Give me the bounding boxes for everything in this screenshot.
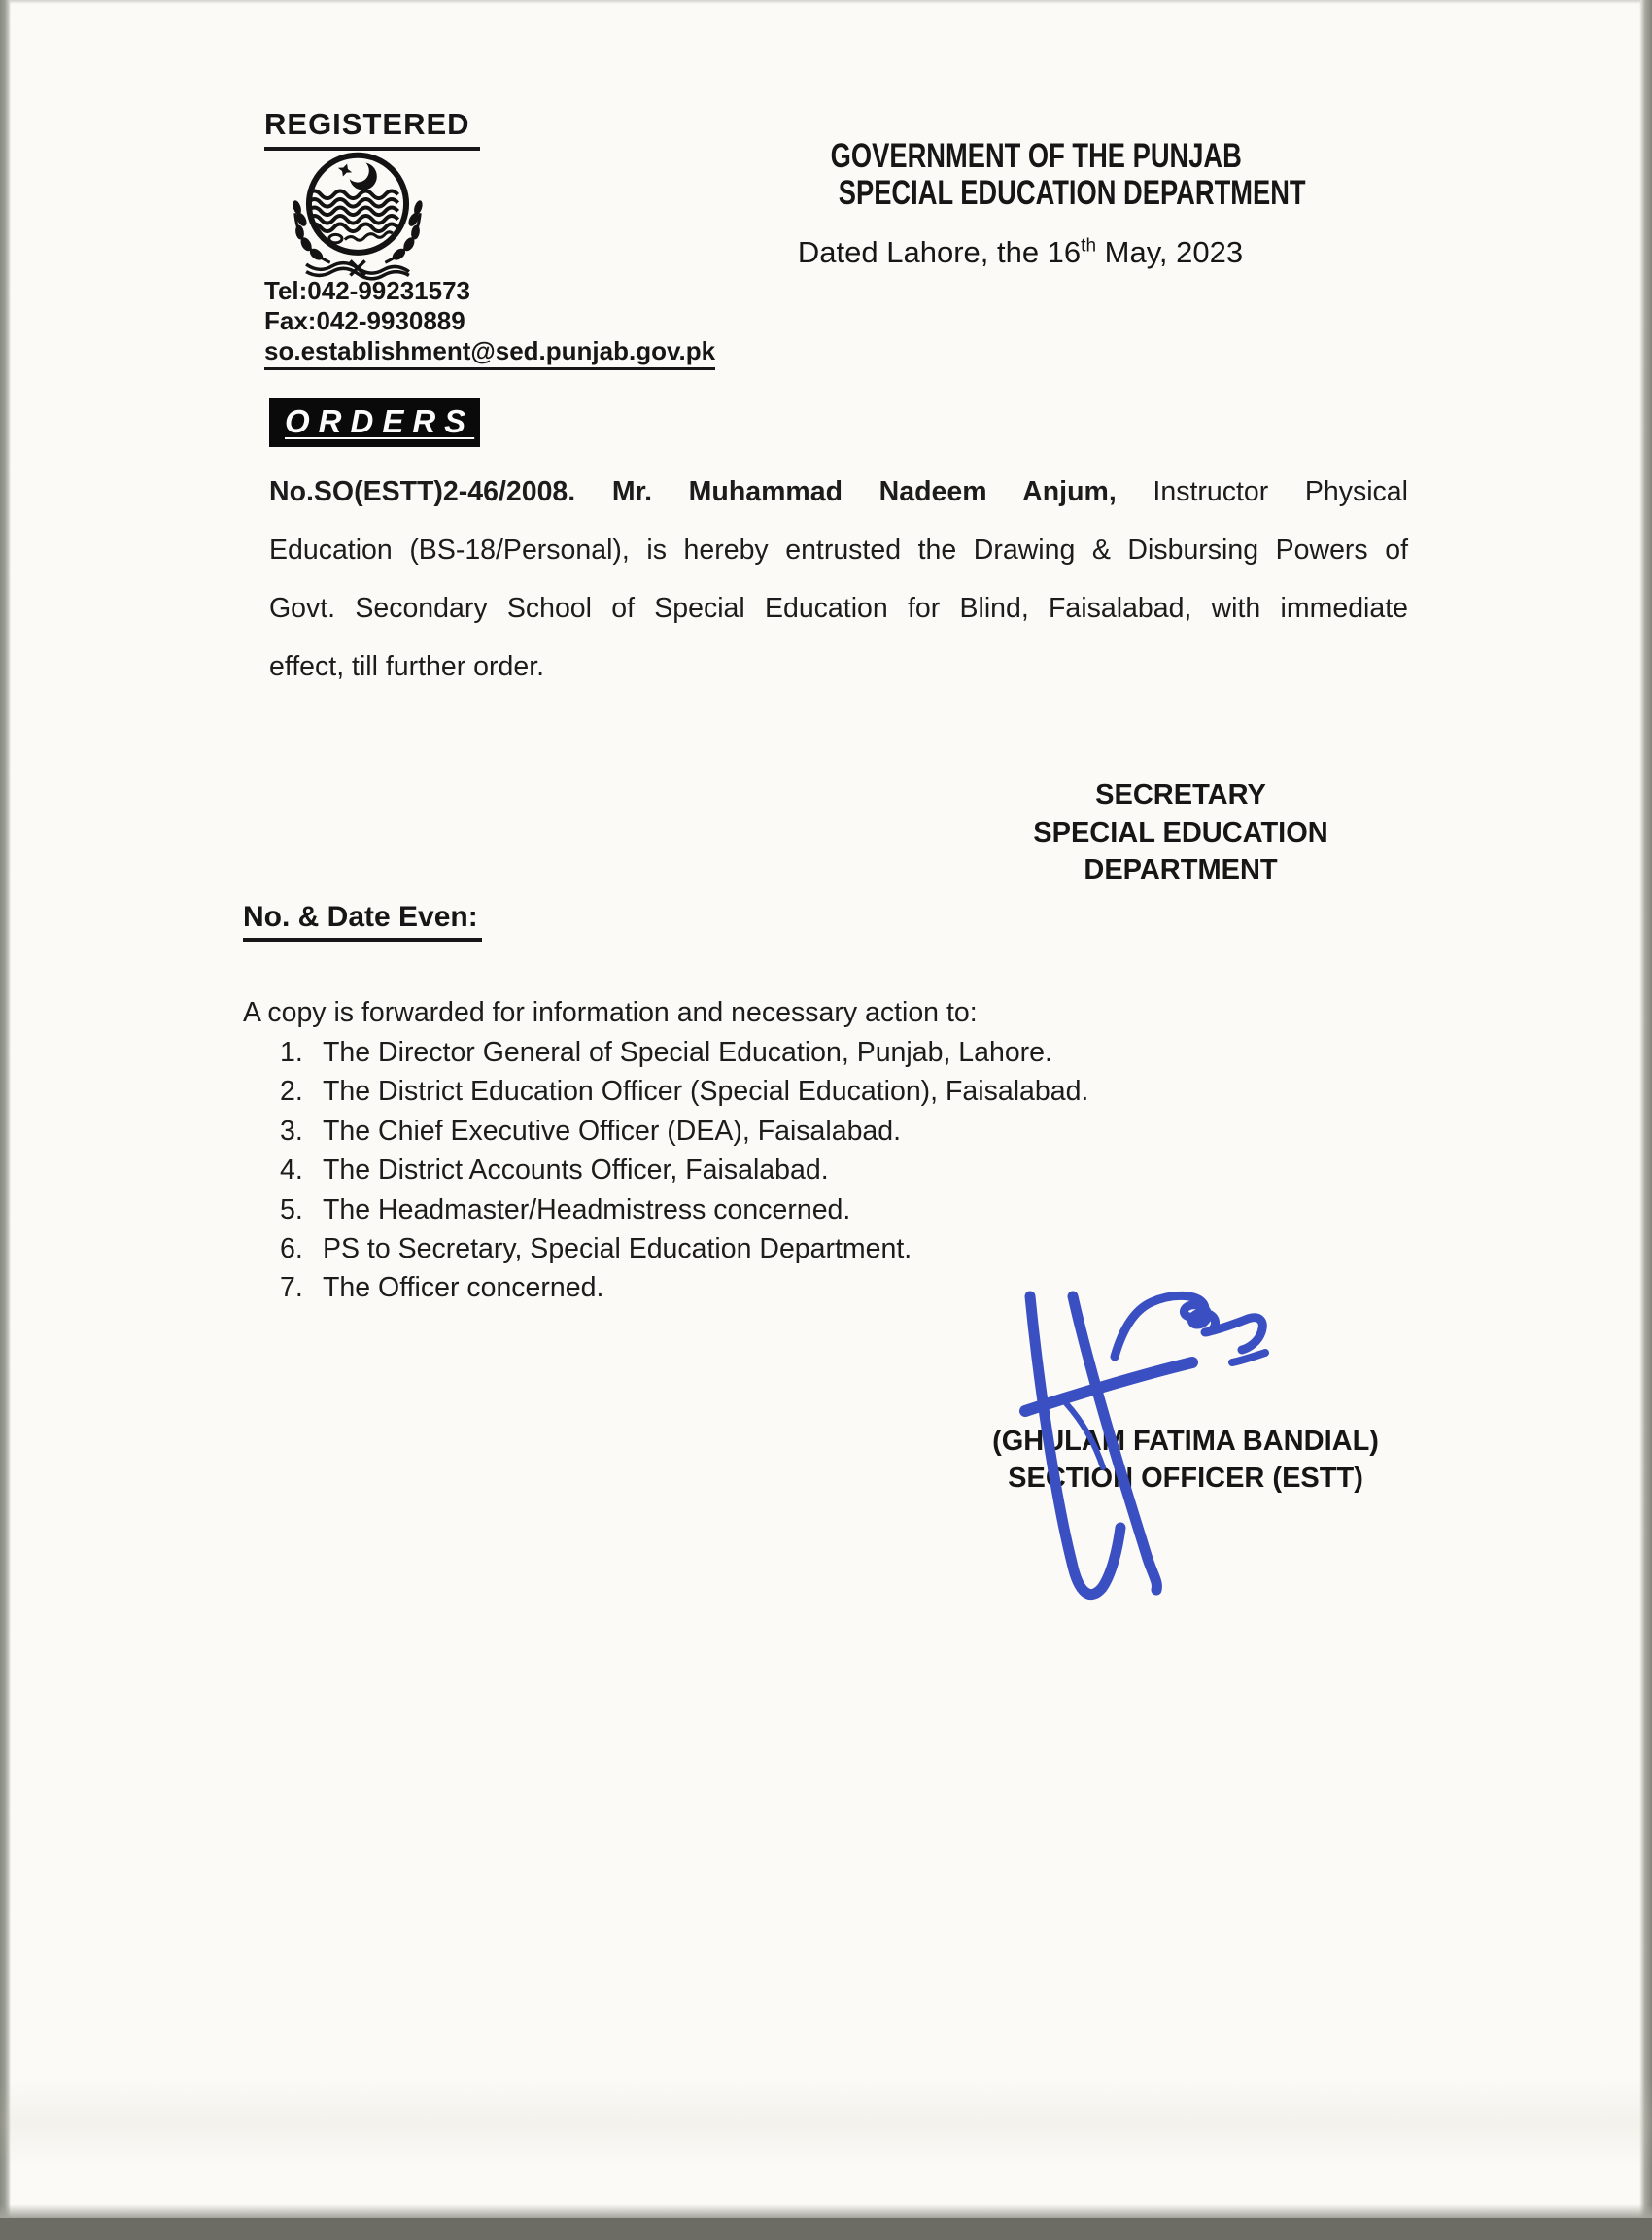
item-number: 7. — [280, 1272, 303, 1304]
distribution-list — [280, 1033, 1088, 1308]
officer-name: (GHULAM FATIMA BANDIAL) — [992, 1426, 1379, 1457]
signatory-line2: SPECIAL EDUCATION — [1033, 816, 1328, 848]
contact-tel: Tel:042-99231573 — [264, 276, 471, 305]
scan-edge-top — [0, 0, 1652, 4]
scan-shade-band — [0, 2080, 1652, 2167]
date-suffix: May, 2023 — [1096, 235, 1244, 269]
list-item — [280, 1229, 1088, 1268]
scan-edge-left — [0, 0, 11, 2240]
date-superscript: th — [1081, 235, 1097, 257]
officer-title: SECTION OFFICER (ESTT) — [1008, 1463, 1363, 1494]
copy-forwarded-line: A copy is forwarded for information and necessary action to: — [243, 997, 978, 1028]
list-item — [280, 1112, 1088, 1151]
government-header — [773, 137, 1306, 270]
list-item — [280, 1268, 1088, 1307]
list-item — [280, 1033, 1088, 1072]
signatory-line1: SECRETARY — [1095, 779, 1266, 810]
date-prefix: Dated Lahore, the 16 — [797, 235, 1082, 269]
item-text: The Chief Executive Officer (DEA), Faisalabad. — [323, 1115, 902, 1147]
scan-edge-right — [1639, 0, 1652, 2240]
signature-ink-icon — [977, 1259, 1312, 1617]
orders-badge-label: ORDERS — [285, 403, 475, 439]
order-line-3: Govt. Secondary School of Special Education for Blind, Faisalabad, with immediate — [269, 593, 1408, 624]
item-number: 5. — [280, 1193, 303, 1225]
orders-badge — [269, 398, 480, 447]
item-text: The District Education Officer (Special Education), Faisalabad. — [323, 1076, 1089, 1108]
item-number: 3. — [280, 1115, 303, 1147]
order-paragraph — [269, 463, 1408, 696]
gov-title-line1 — [773, 138, 1268, 175]
date-line — [773, 235, 1268, 270]
reference-label: No. & Date Even: — [243, 901, 482, 942]
item-number: 4. — [280, 1154, 303, 1187]
order-line-1 — [269, 463, 1408, 521]
item-text: PS to Secretary, Special Education Department. — [323, 1232, 912, 1264]
punjab-emblem-icon — [275, 146, 440, 288]
gov-title-line2 — [773, 174, 1306, 212]
item-text: The Director General of Special Education, Punjab, Lahore. — [323, 1037, 1052, 1068]
scan-edge-bottom-shadow — [0, 2204, 1652, 2218]
contact-fax: Fax:042-9930889 — [264, 306, 465, 335]
contact-block — [264, 276, 715, 370]
item-text: The Officer concerned. — [323, 1272, 604, 1304]
item-number: 1. — [280, 1037, 303, 1068]
item-number: 2. — [280, 1076, 303, 1108]
order-number-and-name: No.SO(ESTT)2-46/2008. Mr. Muhammad Nadeem Anjum, — [269, 476, 1117, 507]
list-item — [280, 1151, 1088, 1189]
handwritten-signature — [977, 1259, 1312, 1622]
registered-label: REGISTERED — [264, 107, 480, 151]
item-text: The Headmaster/Headmistress concerned. — [323, 1193, 851, 1225]
contact-email: so.establishment@sed.punjab.gov.pk — [264, 336, 715, 370]
item-number: 6. — [280, 1232, 303, 1264]
order-line-1-rest: Instructor Physical — [1153, 476, 1408, 507]
item-text: The District Accounts Officer, Faisalabad. — [323, 1154, 829, 1187]
scan-edge-bottom — [0, 2218, 1652, 2240]
order-line-2: Education (BS-18/Personal), is hereby entrusted the Drawing & Disbursing Powers of — [269, 534, 1408, 566]
list-item — [280, 1072, 1088, 1111]
signatory-designation-block — [1011, 776, 1351, 889]
punjab-emblem-logo — [275, 146, 440, 293]
gov-title-line2-text: SPECIAL EDUCATION DEPARTMENT — [838, 174, 1306, 212]
gov-title-line1-text: GOVERNMENT OF THE PUNJAB — [830, 137, 1242, 175]
order-line-4: effect, till further order. — [269, 651, 545, 682]
list-item — [280, 1190, 1088, 1229]
signatory-line3: DEPARTMENT — [1084, 854, 1278, 885]
